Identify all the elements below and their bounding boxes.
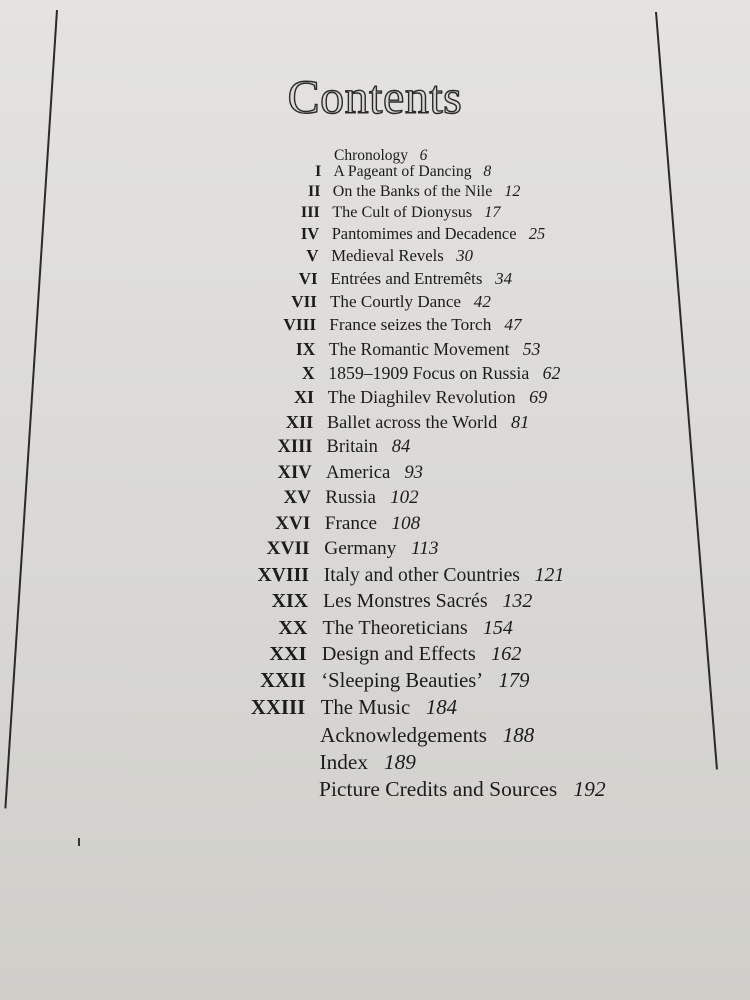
chapter-title: America — [325, 461, 391, 483]
chapter-title: Acknowledgements — [320, 723, 487, 747]
chapter-title: Les Monstres Sacrés — [322, 590, 488, 613]
chapter-numeral: XII — [285, 412, 314, 432]
toc-entry — [224, 617, 513, 640]
chapter-numeral: XXI — [269, 643, 307, 665]
toc-entry — [222, 643, 521, 666]
chapter-numeral: XXII — [260, 669, 306, 692]
chapter-numeral: XVII — [266, 538, 310, 560]
toc-entry — [258, 183, 520, 201]
toc-entry — [217, 723, 534, 748]
page-number: 188 — [502, 723, 535, 747]
page-number: 84 — [391, 436, 411, 457]
page-number: 34 — [495, 268, 513, 288]
chapter-numeral: XX — [278, 616, 308, 639]
page-number: 47 — [504, 315, 522, 335]
chapter-title: Entrées and Entremêts — [330, 268, 483, 288]
chapter-title: The Romantic Movement — [328, 339, 510, 359]
chapter-title: Britain — [326, 436, 378, 457]
chapter-title: The Music — [320, 696, 411, 720]
chapter-numeral: XVI — [275, 512, 311, 534]
ink-mark — [78, 838, 80, 846]
page-number: 93 — [404, 461, 423, 483]
chapter-numeral: VIII — [283, 315, 317, 335]
chapter-numeral: XXIII — [250, 696, 306, 720]
chapter-title: The Diaghilev Revolution — [327, 387, 516, 408]
page-number: 162 — [491, 643, 522, 665]
toc-entry — [245, 339, 540, 360]
toc-entry — [219, 696, 457, 720]
page-number: 132 — [502, 590, 533, 613]
page-title: Contents — [287, 71, 463, 124]
page-number: 53 — [522, 339, 541, 359]
toc-entry — [260, 163, 491, 181]
toc-entry — [221, 670, 530, 693]
toc-entry — [234, 487, 419, 509]
chapter-numeral: XIV — [277, 461, 312, 483]
chapter-title: On the Banks of the Nile — [332, 182, 493, 200]
chapter-title: ‘Sleeping Beauties’ — [321, 669, 484, 692]
chapter-title: Medieval Revels — [331, 246, 444, 266]
toc-entry — [230, 538, 439, 560]
chapter-numeral: XVIII — [257, 564, 309, 587]
chapter-numeral: XV — [283, 487, 311, 509]
toc-entry — [256, 203, 500, 222]
toc-entry — [213, 777, 606, 802]
chapter-title: 1859–1909 Focus on Russia — [328, 363, 530, 384]
toc-entry — [228, 564, 564, 587]
toc-entry — [262, 147, 427, 165]
chapter-numeral: II — [308, 182, 321, 200]
page-number: 184 — [425, 696, 458, 720]
toc-entry — [255, 224, 546, 244]
chapter-numeral: XI — [293, 387, 314, 408]
toc-entry — [249, 292, 491, 312]
page-number: 6 — [419, 147, 428, 164]
page-number: 30 — [456, 246, 473, 266]
chapter-title: Italy and other Countries — [323, 564, 520, 587]
page-number: 42 — [473, 291, 491, 311]
toc-entry — [215, 750, 416, 775]
chapter-title: Russia — [325, 487, 376, 509]
page-number: 102 — [390, 487, 419, 509]
page-number: 189 — [383, 749, 416, 774]
chapter-title: The Theoreticians — [322, 616, 468, 639]
chapter-numeral: IV — [300, 224, 320, 244]
chapter-numeral: X — [301, 363, 315, 384]
page-number: 81 — [510, 412, 530, 432]
page-number: 8 — [483, 163, 492, 181]
toc-entry — [251, 269, 512, 289]
chapter-title: A Pageant of Dancing — [333, 163, 472, 181]
page-number: 121 — [534, 564, 565, 587]
chapter-title: Chronology — [334, 147, 409, 164]
page-number: 69 — [529, 387, 548, 408]
page-number: 113 — [410, 538, 439, 560]
toc-entry — [243, 363, 560, 384]
toc-entry — [232, 513, 420, 535]
toc-entry — [253, 246, 473, 266]
page-number: 17 — [484, 203, 501, 222]
chapter-numeral: XIX — [271, 590, 309, 613]
chapter-title: Picture Credits and Sources — [319, 777, 558, 801]
chapter-title: Pantomimes and Decadence — [331, 224, 517, 244]
page-number: 154 — [482, 616, 513, 639]
chapter-numeral: V — [306, 246, 319, 266]
chapter-title: The Cult of Dionysus — [332, 203, 473, 222]
chapter-numeral: XIII — [277, 436, 313, 457]
page-number: 108 — [391, 512, 421, 534]
chapter-numeral: IX — [295, 339, 316, 359]
toc-entry — [238, 437, 411, 458]
toc-entry — [226, 590, 532, 613]
chapter-title: The Courtly Dance — [329, 291, 461, 311]
page-number: 192 — [573, 777, 606, 801]
chapter-title: Index — [319, 749, 368, 774]
chapter-numeral: III — [300, 203, 320, 222]
chapter-title: Germany — [324, 538, 397, 560]
toc-entry — [239, 412, 529, 433]
toc-entry — [241, 387, 547, 408]
chapter-numeral: VI — [298, 268, 318, 288]
chapter-title: Ballet across the World — [326, 412, 498, 432]
chapter-title: France — [324, 512, 378, 534]
page-number: 12 — [504, 182, 521, 200]
page-number: 62 — [542, 363, 561, 384]
toc-entry — [247, 315, 522, 335]
chapter-title: Design and Effects — [321, 643, 476, 665]
chapter-numeral: I — [315, 163, 322, 181]
chapter-title: France seizes the Torch — [329, 315, 492, 335]
toc-entry — [236, 462, 423, 484]
chapter-numeral: VII — [291, 291, 317, 311]
page-number: 25 — [528, 224, 546, 244]
page-number: 179 — [498, 669, 530, 692]
